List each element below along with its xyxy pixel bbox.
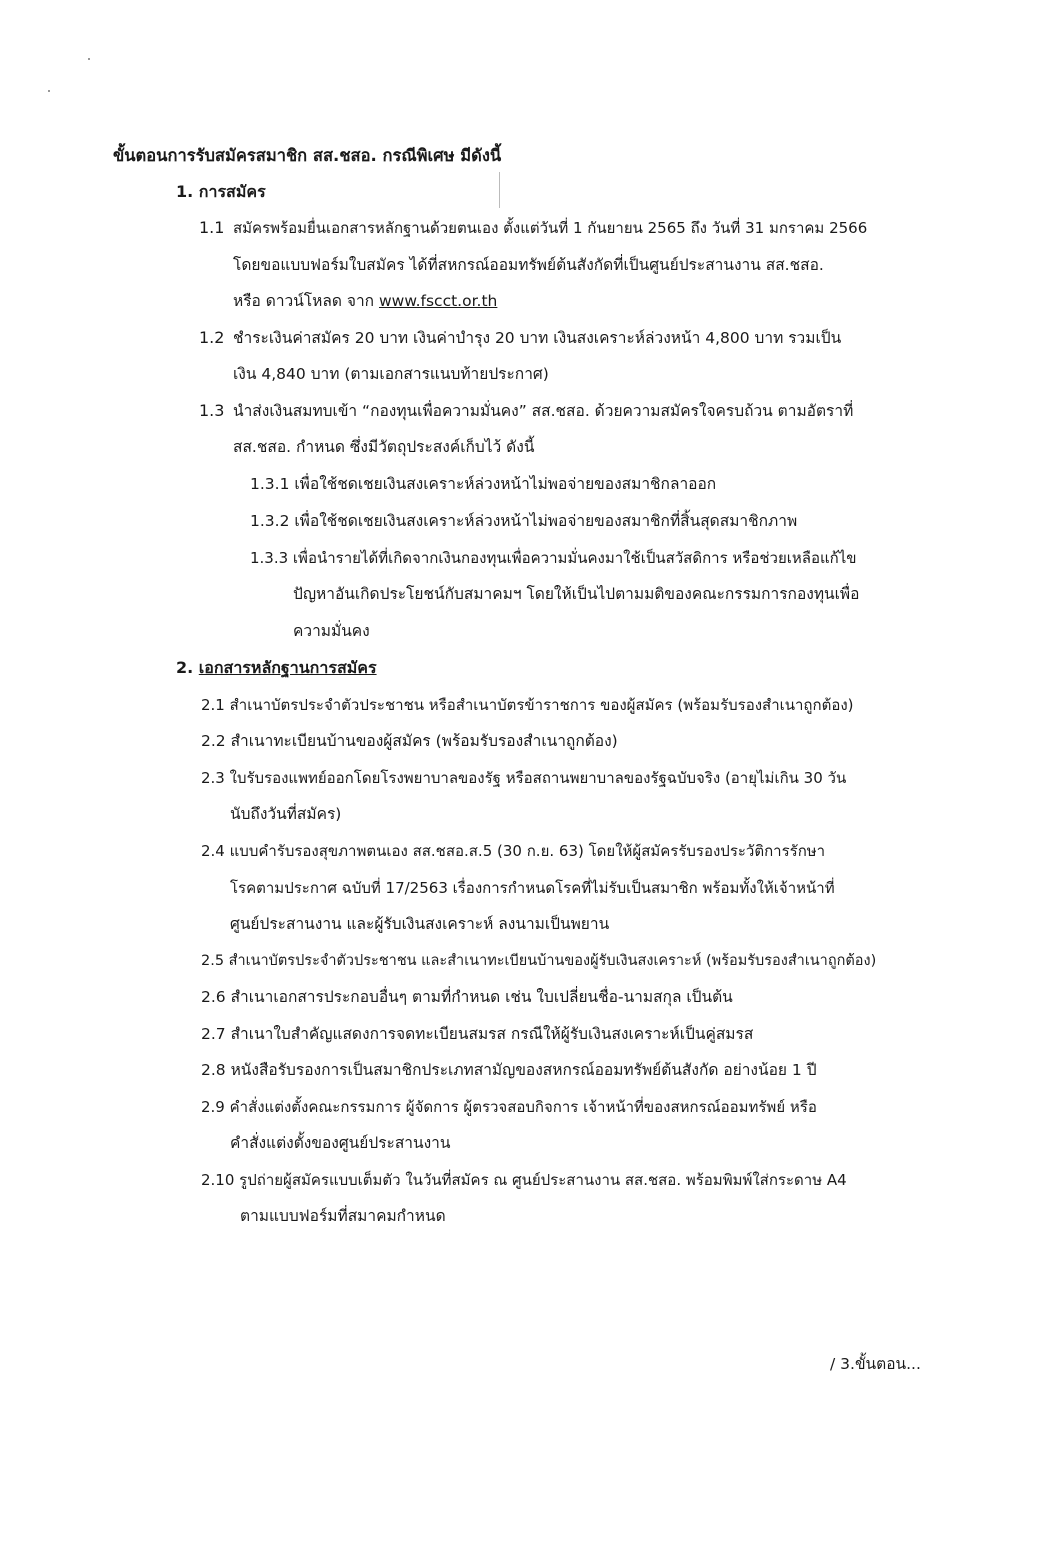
section-1-heading: 1. การสมัคร [176,182,266,201]
item-1-3-3-line-3: ความมั่นคง [293,622,370,640]
item-1-2-number: 1.2 [199,328,225,347]
item-1-3-line-2: สส.ชสอ. กำหนด ซึ่งมีวัตถุประสงค์เก็บไว้ ดังนี้ [233,438,535,456]
item-1-3-2: 1.3.2 เพื่อใช้ชดเชยเงินสงเคราะห์ล่วงหน้าไม่พอจ่ายของสมาชิกที่สิ้นสุดสมาชิกภาพ [250,512,798,530]
section-2-heading [176,657,377,679]
item-2-9-line-1: 2.9 คำสั่งแต่งตั้งคณะกรรมการ ผู้จัดการ ผู้ตรวจสอบกิจการ เจ้าหน้าที่ของสหกรณ์ออมทรัพย์ หรือ [201,1098,817,1116]
item-1-2-line-1: ชำระเงินค่าสมัคร 20 บาท เงินค่าบำรุง 20 บาท เงินสงเคราะห์ล่วงหน้า 4,800 บาท รวมเป็น [233,329,842,347]
item-1-3-1: 1.3.1 เพื่อใช้ชดเชยเงินสงเคราะห์ล่วงหน้าไม่พอจ่ายของสมาชิกลาออก [250,475,717,493]
section-2-heading-number: 2. [176,658,199,677]
document-title: ขั้นตอนการรับสมัครสมาชิก สส.ชสอ. กรณีพิเศษ มีดังนี้ [113,146,502,165]
item-2-5: 2.5 สำเนาบัตรประจำตัวประชาชน และสำเนาทะเบียนบ้านของผู้รับเงินสงเคราะห์ (พร้อมรับรองสำเนาถูกต้อง) [201,953,877,969]
page-continuation-footer: / 3.ขั้นตอน... [830,1355,921,1373]
item-2-1: 2.1 สำเนาบัตรประจำตัวประชาชน หรือสำเนาบัตรข้าราชการ ของผู้สมัคร (พร้อมรับรองสำเนาถูกต้อง) [201,696,854,714]
item-2-3-line-1: 2.3 ใบรับรองแพทย์ออกโดยโรงพยาบาลของรัฐ หรือสถานพยาบาลของรัฐฉบับจริง (อายุไม่เกิน 30 วัน [201,769,847,787]
item-2-4-line-2: โรคตามประกาศ ฉบับที่ 17/2563 เรื่องการกำหนดโรคที่ไม่รับเป็นสมาชิก พร้อมทั้งให้เจ้าหน้าที่ [230,879,835,897]
scan-speck [88,58,90,60]
item-1-3-line-1: นำส่งเงินสมทบเข้า “กองทุนเพื่อความมั่นคง” สส.ชสอ. ด้วยความสมัครใจครบถ้วน ตามอัตราที่ [233,402,854,420]
item-2-8: 2.8 หนังสือรับรองการเป็นสมาชิกประเภทสามัญของสหกรณ์ออมทรัพย์ต้นสังกัด อย่างน้อย 1 ปี [201,1061,817,1079]
item-1-1-line-1: สมัครพร้อมยื่นเอกสารหลักฐานด้วยตนเอง ตั้งแต่วันที่ 1 กันยายน 2565 ถึง วันที่ 31 มกราคม 2566 [233,219,868,237]
item-2-6: 2.6 สำเนาเอกสารประกอบอื่นๆ ตามที่กำหนด เช่น ใบเปลี่ยนชื่อ-นามสกุล เป็นต้น [201,988,733,1006]
item-1-3-3-line-1: 1.3.3 เพื่อนำรายได้ที่เกิดจากเงินกองทุนเพื่อความมั่นคงมาใช้เป็นสวัสดิการ หรือช่วยเหลือแก้ไข [250,549,857,567]
item-2-7: 2.7 สำเนาใบสำคัญแสดงการจดทะเบียนสมรส กรณีให้ผู้รับเงินสงเคราะห์เป็นคู่สมรส [201,1025,754,1043]
website-link[interactable]: www.fscct.or.th [378,292,498,310]
item-2-9-line-2: คำสั่งแต่งตั้งของศูนย์ประสานงาน [230,1134,451,1152]
scan-speck [48,90,50,92]
item-1-2-line-2: เงิน 4,840 บาท (ตามเอกสารแนบท้ายประกาศ) [233,365,549,383]
item-2-3-line-2: นับถึงวันที่สมัคร) [230,805,342,823]
section-2-heading-text: เอกสารหลักฐานการสมัคร [198,658,377,677]
item-1-3-3-line-2: ปัญหาอันเกิดประโยชน์กับสมาคมฯ โดยให้เป็นไปตามมติของคณะกรรมการกองทุนเพื่อ [293,585,860,603]
item-1-1-line-3 [233,290,497,312]
item-2-10-line-2: ตามแบบฟอร์มที่สมาคมกำหนด [240,1207,446,1225]
item-2-2: 2.2 สำเนาทะเบียนบ้านของผู้สมัคร (พร้อมรับรองสำเนาถูกต้อง) [201,732,618,750]
item-1-3-number: 1.3 [199,401,225,420]
item-1-1-line-2: โดยขอแบบฟอร์มใบสมัคร ได้ที่สหกรณ์ออมทรัพย์ต้นสังกัดที่เป็นศูนย์ประสานงาน สส.ชสอ. [233,256,824,274]
item-2-4-line-1: 2.4 แบบคำรับรองสุขภาพตนเอง สส.ชสอ.ส.5 (30 ก.ย. 63) โดยให้ผู้สมัครรับรองประวัติการรักษา [201,842,826,860]
item-2-10-line-1: 2.10 รูปถ่ายผู้สมัครแบบเต็มตัว ในวันที่สมัคร ณ ศูนย์ประสานงาน สส.ชสอ. พร้อมพิมพ์ใส่กระดาษ A4 [201,1171,847,1189]
item-1-1-number: 1.1 [199,218,225,237]
item-1-1-line-3-text: หรือ ดาวน์โหลด จาก [233,292,379,310]
item-2-4-line-3: ศูนย์ประสานงาน และผู้รับเงินสงเคราะห์ ลงนามเป็นพยาน [230,915,610,933]
scan-mark [499,172,500,208]
